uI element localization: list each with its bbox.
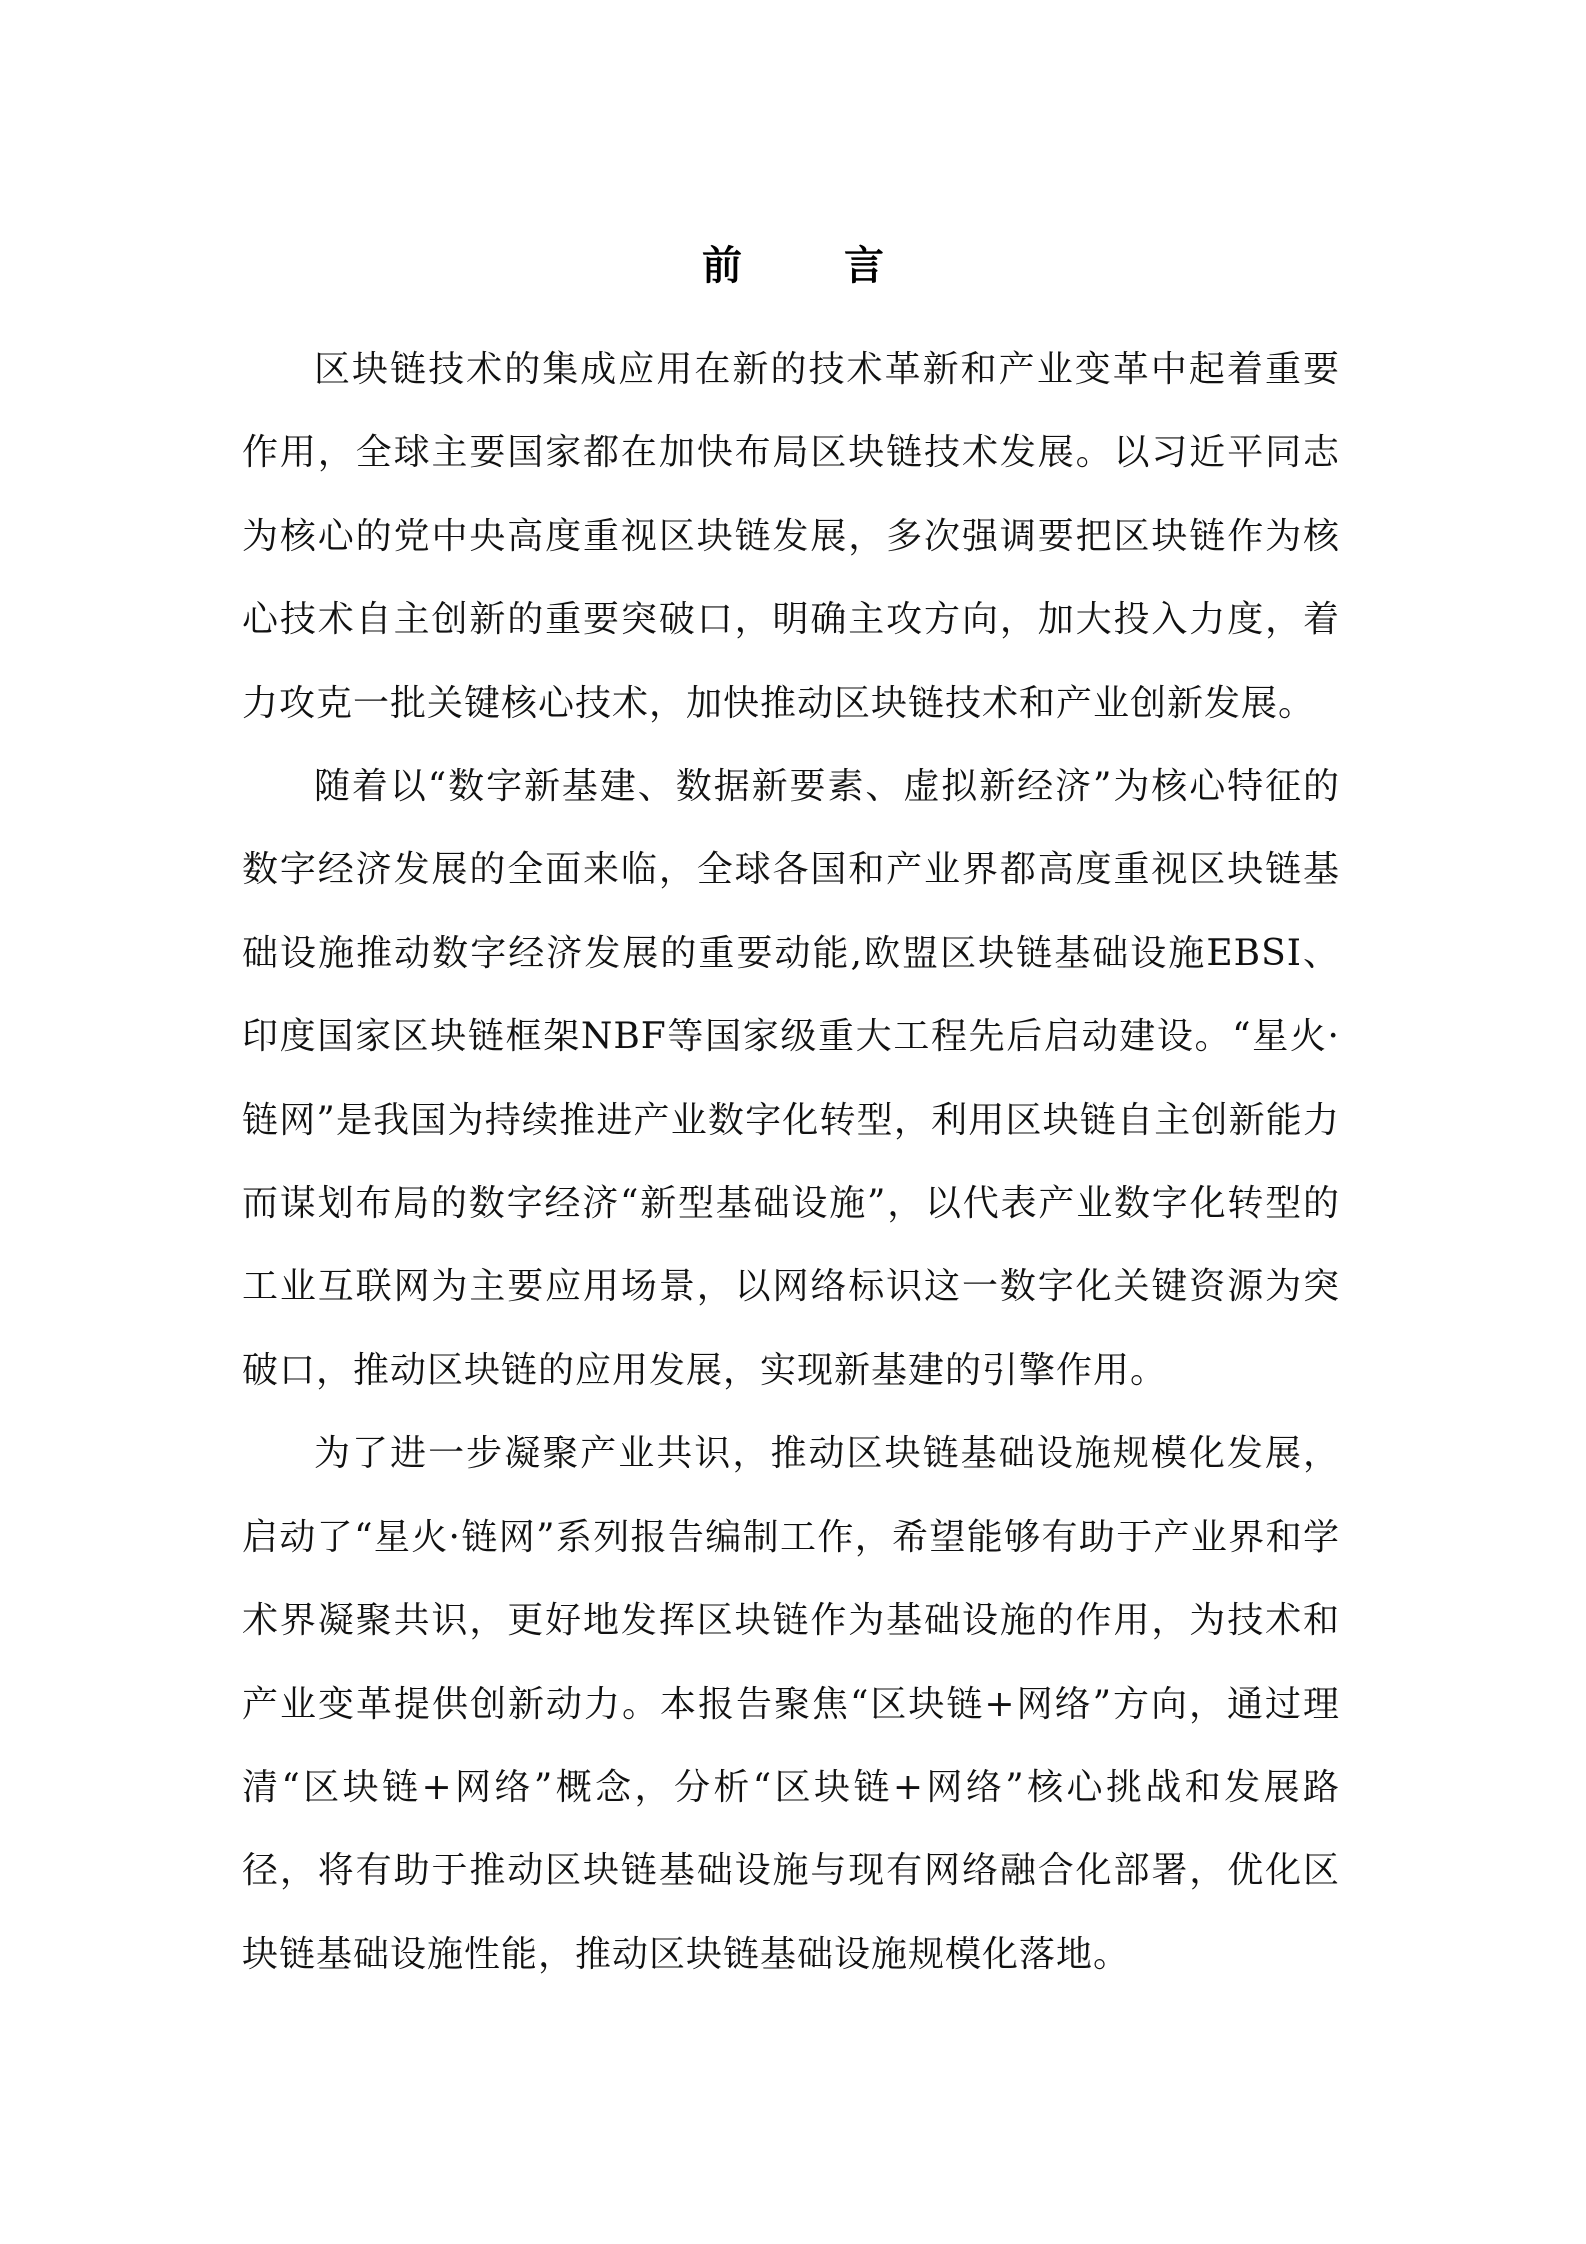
page-title: 前 言 — [702, 243, 928, 289]
body-text — [242, 328, 1340, 1996]
paragraph-2: 随着以“数字新基建、数据新要素、虚拟新经济”为核心特征的数字经济发展的全面来临，全球各国和产业界都高度重视区块链基础设施推动数字经济发展的重要动能,欧盟区块链基础设施EBSI、印度国家区块链框架NBF等国家级重大工程先后启动建设。“星火·链网”是我国为持续推进产业数字化转型，利用区块链自主创新能力而谋划布局的数字经济“新型基础设施”，以代表产业数字化转型的工业互联网为主要应用场景，以网络标识这一数字化关键资源为突破口，推动区块链的应用发展，实现新基建的引擎作用。 — [242, 766, 1340, 1391]
paragraph-1: 区块链技术的集成应用在新的技术革新和产业变革中起着重要作用，全球主要国家都在加快布局区块链技术发展。以习近平同志为核心的党中央高度重视区块链发展，多次强调要把区块链作为核心技术自主创新的重要突破口，明确主攻方向，加大投入力度，着力攻克一批关键核心技术，加快推动区块链技术和产业创新发展。 — [242, 349, 1340, 724]
paragraph-3: 为了进一步凝聚产业共识，推动区块链基础设施规模化发展，启动了“星火·链网”系列报告编制工作，希望能够有助于产业界和学术界凝聚共识，更好地发挥区块链作为基础设施的作用，为技术和产业变革提供创新动力。本报告聚焦“区块链+网络”方向，通过理清“区块链+网络”概念，分析“区块链+网络”核心挑战和发展路径，将有助于推动区块链基础设施与现有网络融合化部署，优化区块链基础设施性能，推动区块链基础设施规模化落地。 — [242, 1433, 1340, 1975]
